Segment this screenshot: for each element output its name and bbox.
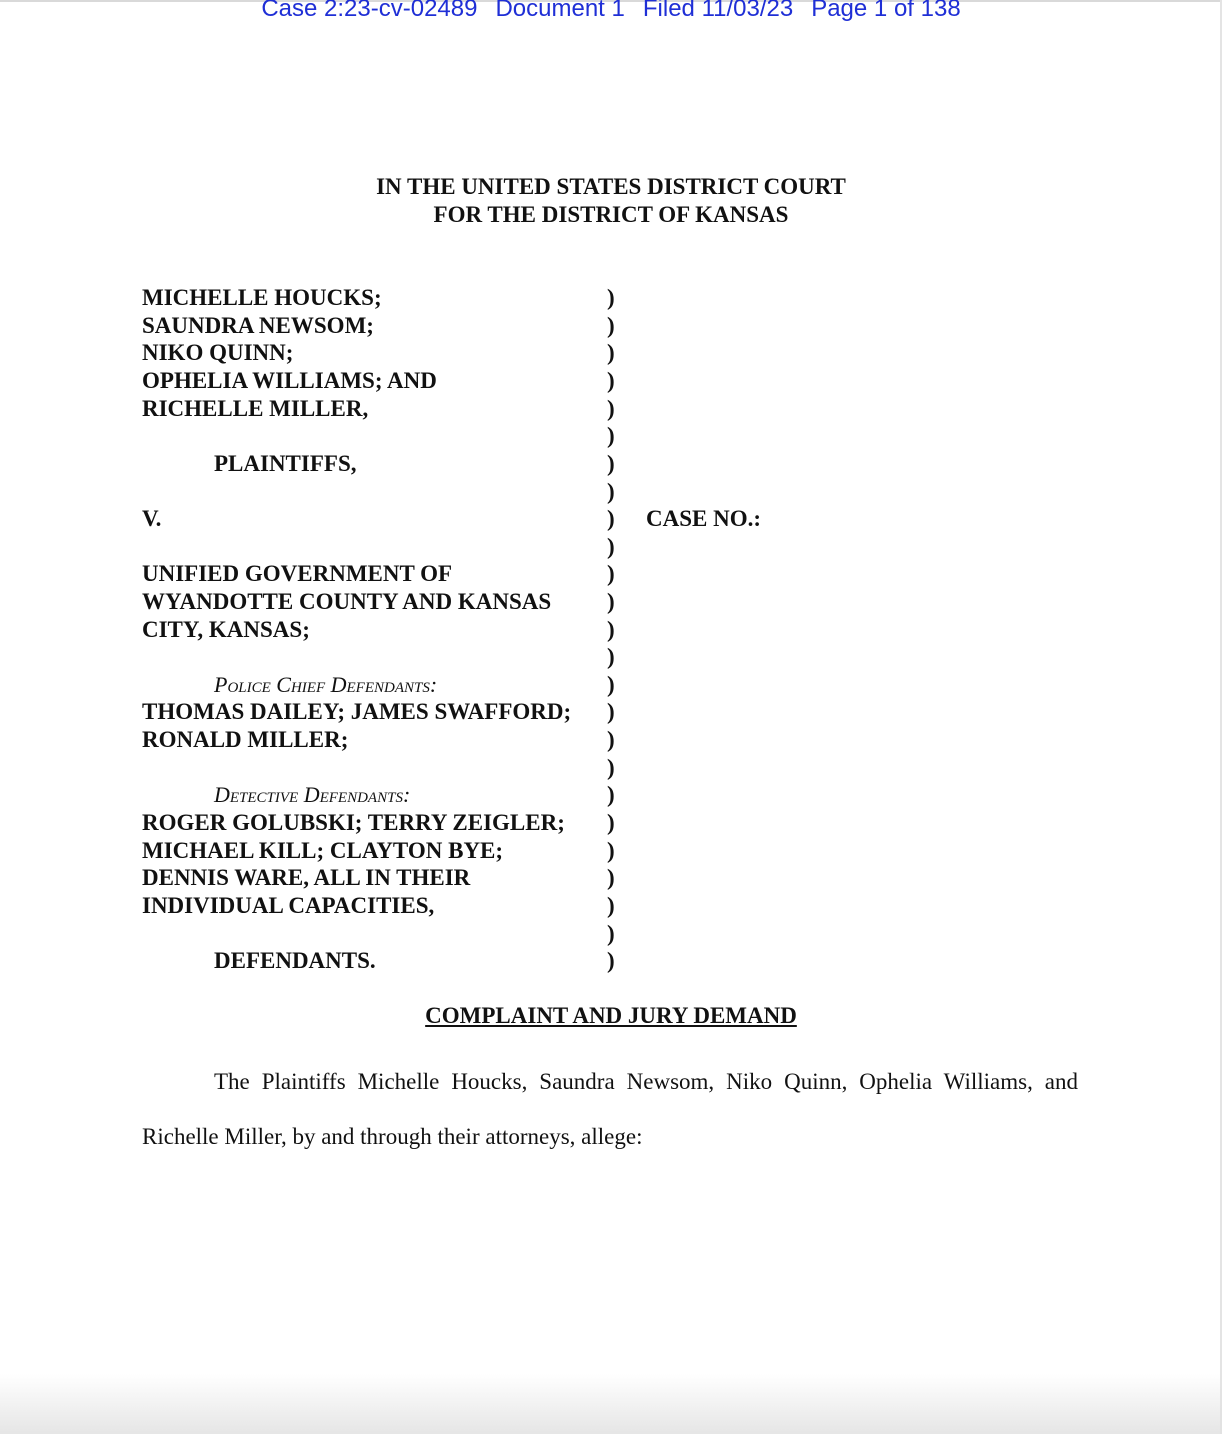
caption-paren: ) bbox=[607, 893, 615, 918]
caption-paren: ) bbox=[607, 838, 615, 863]
ecf-document-number: Document 1 bbox=[495, 0, 625, 22]
caption-paren: ) bbox=[607, 782, 615, 807]
intro-paragraph: The Plaintiffs Michelle Houcks, Saundra Newsom, Niko Quinn, Ophelia Williams, and Richelle Miller, by and through their attorneys, allege: bbox=[142, 1069, 1078, 1149]
caption-paren: ) bbox=[607, 755, 615, 780]
versus-label: V. bbox=[142, 506, 162, 531]
plaintiff-name: NIKO QUINN; bbox=[142, 340, 294, 365]
caption-paren: ) bbox=[607, 396, 615, 421]
caption-paren: ) bbox=[607, 479, 615, 504]
detective-defendant: ROGER GOLUBSKI; TERRY ZEIGLER; bbox=[142, 810, 565, 835]
caption-paren: ) bbox=[607, 865, 615, 890]
caption-paren: ) bbox=[607, 285, 615, 310]
plaintiffs-label: PLAINTIFFS, bbox=[214, 451, 357, 476]
caption-paren: ) bbox=[607, 451, 615, 476]
ecf-filed-date: Filed 11/03/23 bbox=[642, 0, 794, 22]
document-title: COMPLAINT AND JURY DEMAND bbox=[425, 1003, 797, 1028]
detective-defendant: DENNIS WARE, ALL IN THEIR bbox=[142, 865, 471, 890]
caption-paren: ) bbox=[607, 561, 615, 586]
caption-paren: ) bbox=[607, 506, 615, 531]
ecf-page-count: Page 1 of 138 bbox=[811, 0, 961, 22]
caption-paren: ) bbox=[607, 617, 615, 642]
defendant-entity-line: CITY, KANSAS; bbox=[142, 617, 310, 642]
case-number-label: CASE NO.: bbox=[646, 506, 762, 531]
caption-paren: ) bbox=[607, 948, 615, 973]
caption-paren: ) bbox=[607, 589, 615, 614]
caption-paren: ) bbox=[607, 313, 615, 338]
police-chief-defendant: THOMAS DAILEY; JAMES SWAFFORD; bbox=[142, 699, 572, 724]
caption-paren: ) bbox=[607, 672, 615, 697]
plaintiff-name: OPHELIA WILLIAMS; AND bbox=[142, 368, 437, 393]
caption-paren: ) bbox=[607, 368, 615, 393]
ecf-header bbox=[0, 0, 1222, 23]
police-chief-heading: Police Chief Defendants: bbox=[214, 672, 438, 697]
court-name-line-2: FOR THE DISTRICT OF KANSAS bbox=[433, 202, 789, 227]
detective-defendant: MICHAEL KILL; CLAYTON BYE; bbox=[142, 838, 504, 863]
caption-paren: ) bbox=[607, 810, 615, 835]
defendant-entity-line: UNIFIED GOVERNMENT OF bbox=[142, 561, 453, 586]
plaintiff-name: MICHELLE HOUCKS; bbox=[142, 285, 382, 310]
police-chief-defendant: RONALD MILLER; bbox=[142, 727, 349, 752]
caption-paren: ) bbox=[607, 423, 615, 448]
court-name-line-1: IN THE UNITED STATES DISTRICT COURT bbox=[376, 174, 846, 199]
defendants-label: DEFENDANTS. bbox=[214, 948, 376, 973]
defendant-entity-line: WYANDOTTE COUNTY AND KANSAS bbox=[142, 589, 552, 614]
caption-paren: ) bbox=[607, 340, 615, 365]
page-bottom-shadow bbox=[0, 1374, 1222, 1434]
caption-paren: ) bbox=[607, 534, 615, 559]
caption-paren: ) bbox=[607, 921, 615, 946]
detective-heading: Detective Defendants: bbox=[214, 782, 411, 807]
plaintiff-name: RICHELLE MILLER, bbox=[142, 396, 369, 421]
caption-paren: ) bbox=[607, 699, 615, 724]
plaintiff-name: SAUNDRA NEWSOM; bbox=[142, 313, 374, 338]
caption-paren: ) bbox=[607, 644, 615, 669]
detective-defendant: INDIVIDUAL CAPACITIES, bbox=[142, 893, 435, 918]
caption-paren: ) bbox=[607, 727, 615, 752]
ecf-case-number: Case 2:23-cv-02489 bbox=[261, 0, 478, 22]
